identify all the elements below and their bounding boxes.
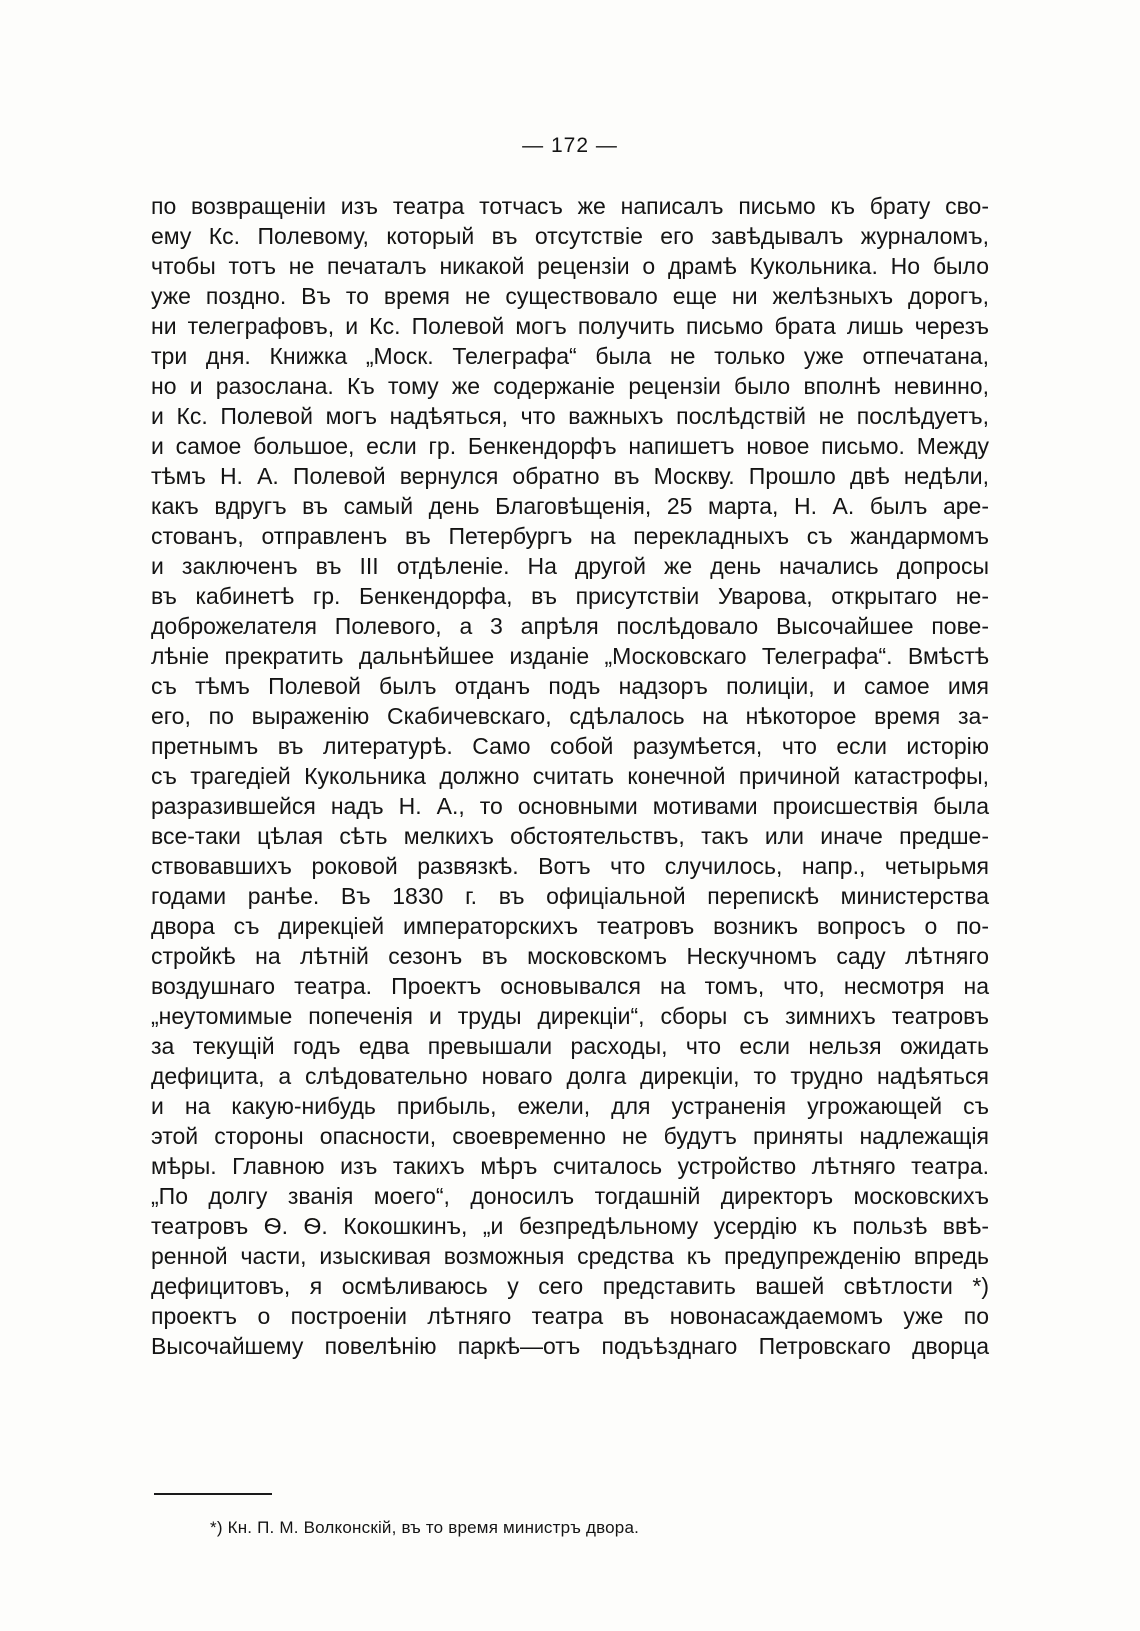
footnote: *) Кн. П. М. Волконскій, въ то время министръ двора. xyxy=(210,1518,640,1537)
text-line: съ тѣмъ Полевой былъ отданъ подъ надзоръ полиціи, и самое имя xyxy=(151,673,989,699)
text-line: но и разослана. Къ тому же содержаніе рецензіи было вполнѣ невинно, xyxy=(151,373,989,399)
text-line: съ трагедіей Кукольника должно считать конечной причиной катастрофы, xyxy=(151,763,989,789)
text-line: и на какую-нибудь прибыль, ежели, для устраненія угрожающей съ xyxy=(151,1093,989,1119)
text-line: ренной части, изыскивая возможныя средства къ предупрежденію впредь xyxy=(151,1243,989,1269)
text-line: мѣры. Главною изъ такихъ мѣръ считалось устройство лѣтняго театра. xyxy=(151,1153,989,1179)
text-line: по возвращеніи изъ театра тотчасъ же написалъ письмо къ брату сво- xyxy=(151,193,989,219)
text-line: ствовавшихъ роковой развязкѣ. Вотъ что случилось, напр., четырьмя xyxy=(151,853,989,879)
text-line: лѣніе прекратить дальнѣйшее изданіе „Московскаго Телеграфа“. Вмѣстѣ xyxy=(151,643,989,669)
text-line: проектъ о построеніи лѣтняго театра въ новонасаждаемомъ уже по xyxy=(151,1303,989,1329)
text-line: воздушнаго театра. Проектъ основывался на томъ, что, несмотря на xyxy=(151,973,989,999)
text-line: его, по выраженію Скабичевскаго, сдѣлалось на нѣкоторое время за- xyxy=(151,703,989,729)
text-line: дефицита, а слѣдовательно новаго долга дирекціи, то трудно надѣяться xyxy=(151,1063,989,1089)
text-line: въ кабинетѣ гр. Бенкендорфа, въ присутствіи Уварова, открытаго не- xyxy=(151,583,989,609)
text-line: три дня. Книжка „Моск. Телеграфа“ была не только уже отпечатана, xyxy=(151,343,989,369)
text-line: чтобы тотъ не печаталъ никакой рецензіи о драмѣ Кукольника. Но было xyxy=(151,253,989,279)
text-line: дефицитовъ, я осмѣливаюсь у сего представить вашей свѣтлости *) xyxy=(151,1273,989,1299)
text-line: доброжелателя Полевого, а 3 апрѣля послѣдовало Высочайшее пове- xyxy=(151,613,989,639)
text-line: годами ранѣе. Въ 1830 г. въ офиціальной перепискѣ министерства xyxy=(151,883,989,909)
text-line: этой стороны опасности, своевременно не будутъ приняты надлежащія xyxy=(151,1123,989,1149)
text-line: „неутомимые попеченія и труды дирекціи“, сборы съ зимнихъ театровъ xyxy=(151,1003,989,1029)
text-line: Высочайшему повелѣнію паркѣ—отъ подъѣзднаго Петровскаго дворца xyxy=(151,1333,989,1359)
text-line: все-таки цѣлая сѣть мелкихъ обстоятельствъ, такъ или иначе предше- xyxy=(151,823,989,849)
text-line: за текущій годъ едва превышали расходы, что если нельзя ожидать xyxy=(151,1033,989,1059)
text-line: театровъ Ѳ. Ѳ. Кокошкинъ, „и безпредѣльному усердію къ пользѣ ввѣ- xyxy=(151,1213,989,1239)
body-text xyxy=(151,191,989,1361)
text-line: ему Кс. Полевому, который въ отсутствіе его завѣдывалъ журналомъ, xyxy=(151,223,989,249)
text-line: какъ вдругъ въ самый день Благовѣщенія, 25 марта, Н. А. былъ аре- xyxy=(151,493,989,519)
text-line: ни телеграфовъ, и Кс. Полевой могъ получить письмо брата лишь черезъ xyxy=(151,313,989,339)
text-line: тѣмъ Н. А. Полевой вернулся обратно въ Москву. Прошло двѣ недѣли, xyxy=(151,463,989,489)
text-line: уже поздно. Въ то время не существовало еще ни желѣзныхъ дорогъ, xyxy=(151,283,989,309)
text-line: и Кс. Полевой могъ надѣяться, что важныхъ послѣдствій не послѣдуетъ, xyxy=(151,403,989,429)
text-line: двора съ дирекціей императорскихъ театровъ возникъ вопросъ о по- xyxy=(151,913,989,939)
page-number: — 172 — xyxy=(522,134,618,157)
footnote-divider xyxy=(154,1493,272,1495)
text-line: „По долгу званія моего“, доносилъ тогдашній директоръ московскихъ xyxy=(151,1183,989,1209)
text-line: и самое большое, если гр. Бенкендорфъ напишетъ новое письмо. Между xyxy=(151,433,989,459)
text-line: стройкѣ на лѣтній сезонъ въ московскомъ Нескучномъ саду лѣтняго xyxy=(151,943,989,969)
text-line: претнымъ въ литературѣ. Само собой разумѣется, что если исторію xyxy=(151,733,989,759)
text-line: разразившейся надъ Н. А., то основными мотивами происшествія была xyxy=(151,793,989,819)
text-line: стованъ, отправленъ въ Петербургъ на перекладныхъ съ жандармомъ xyxy=(151,523,989,549)
text-line: и заключенъ въ III отдѣленіе. На другой же день начались допросы xyxy=(151,553,989,579)
